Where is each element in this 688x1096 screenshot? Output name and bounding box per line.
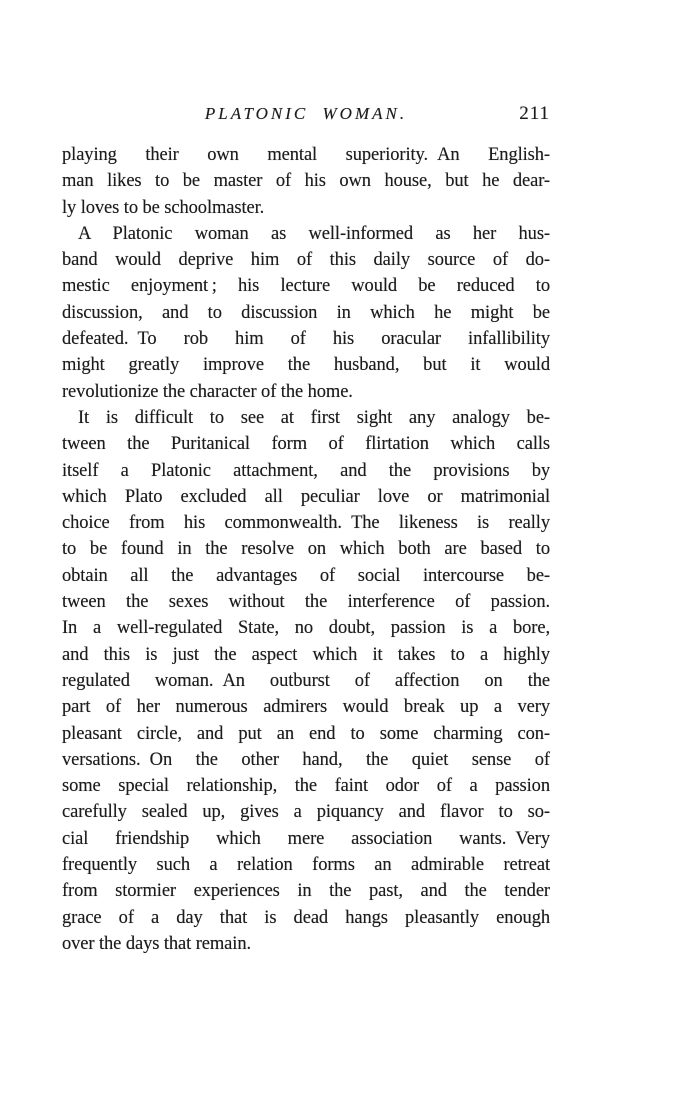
text-line: mestic enjoyment ; his lecture would be reduced to	[62, 276, 550, 297]
text-line: choice from his commonwealth. The likeness is really	[62, 513, 550, 534]
text-line: grace of a day that is dead hangs pleasantly enough	[62, 907, 550, 928]
text-line: In a well-regulated State, no doubt, passion is a bore,	[62, 618, 550, 639]
text-line: revolutionize the character of the home.	[62, 381, 353, 402]
text-line: over the days that remain.	[62, 933, 252, 954]
text-line: cial friendship which mere association wants. Very	[62, 828, 550, 849]
text-line: band would deprive him of this daily source of do-	[62, 250, 550, 271]
text-line: from stormier experiences in the past, and the tender	[62, 881, 550, 902]
paragraph	[62, 405, 550, 957]
text-line: might greatly improve the husband, but it would	[62, 355, 550, 376]
text-line: which Plato excluded all peculiar love or matrimonial	[62, 486, 550, 507]
text-line: and this is just the aspect which it takes to a highly	[62, 644, 550, 665]
text-line: ly loves to be schoolmaster.	[62, 197, 265, 218]
text-line: carefully sealed up, gives a piquancy and flavor to so-	[62, 802, 550, 823]
text-line: frequently such a relation forms an admirable retreat	[62, 855, 550, 876]
text-line: tween the sexes without the interference of passion.	[62, 592, 550, 613]
text-line: regulated woman. An outburst of affection on the	[62, 670, 550, 691]
text-line: It is difficult to see at first sight any analogy be-	[78, 407, 550, 428]
text-line: A Platonic woman as well-informed as her hus-	[78, 223, 550, 244]
text-line: playing their own mental superiority. An English-	[62, 145, 550, 165]
paragraph	[62, 221, 550, 405]
running-head	[62, 104, 550, 128]
text-line: discussion, and to discussion in which he might be	[62, 302, 550, 323]
running-title: PLATONIC WOMAN.	[204, 104, 408, 123]
text-line: to be found in the resolve on which both are based to	[62, 539, 550, 560]
paragraph	[62, 142, 550, 221]
text-line: obtain all the advantages of social intercourse be-	[62, 565, 550, 586]
text-line: some special relationship, the faint odor of a passion	[62, 776, 550, 797]
page-body-text	[62, 142, 550, 957]
text-line: tween the Puritanical form of flirtation which calls	[62, 434, 550, 455]
text-line: versations. On the other hand, the quiet sense of	[62, 749, 550, 770]
text-line: itself a Platonic attachment, and the provisions by	[62, 460, 550, 481]
text-line: pleasant circle, and put an end to some charming con-	[62, 723, 550, 744]
text-line: defeated. To rob him of his oracular infallibility	[62, 329, 550, 350]
text-line: part of her numerous admirers would break up a very	[62, 697, 550, 718]
page-number: 211	[519, 103, 550, 124]
text-line: man likes to be master of his own house, but he dear-	[62, 171, 550, 192]
